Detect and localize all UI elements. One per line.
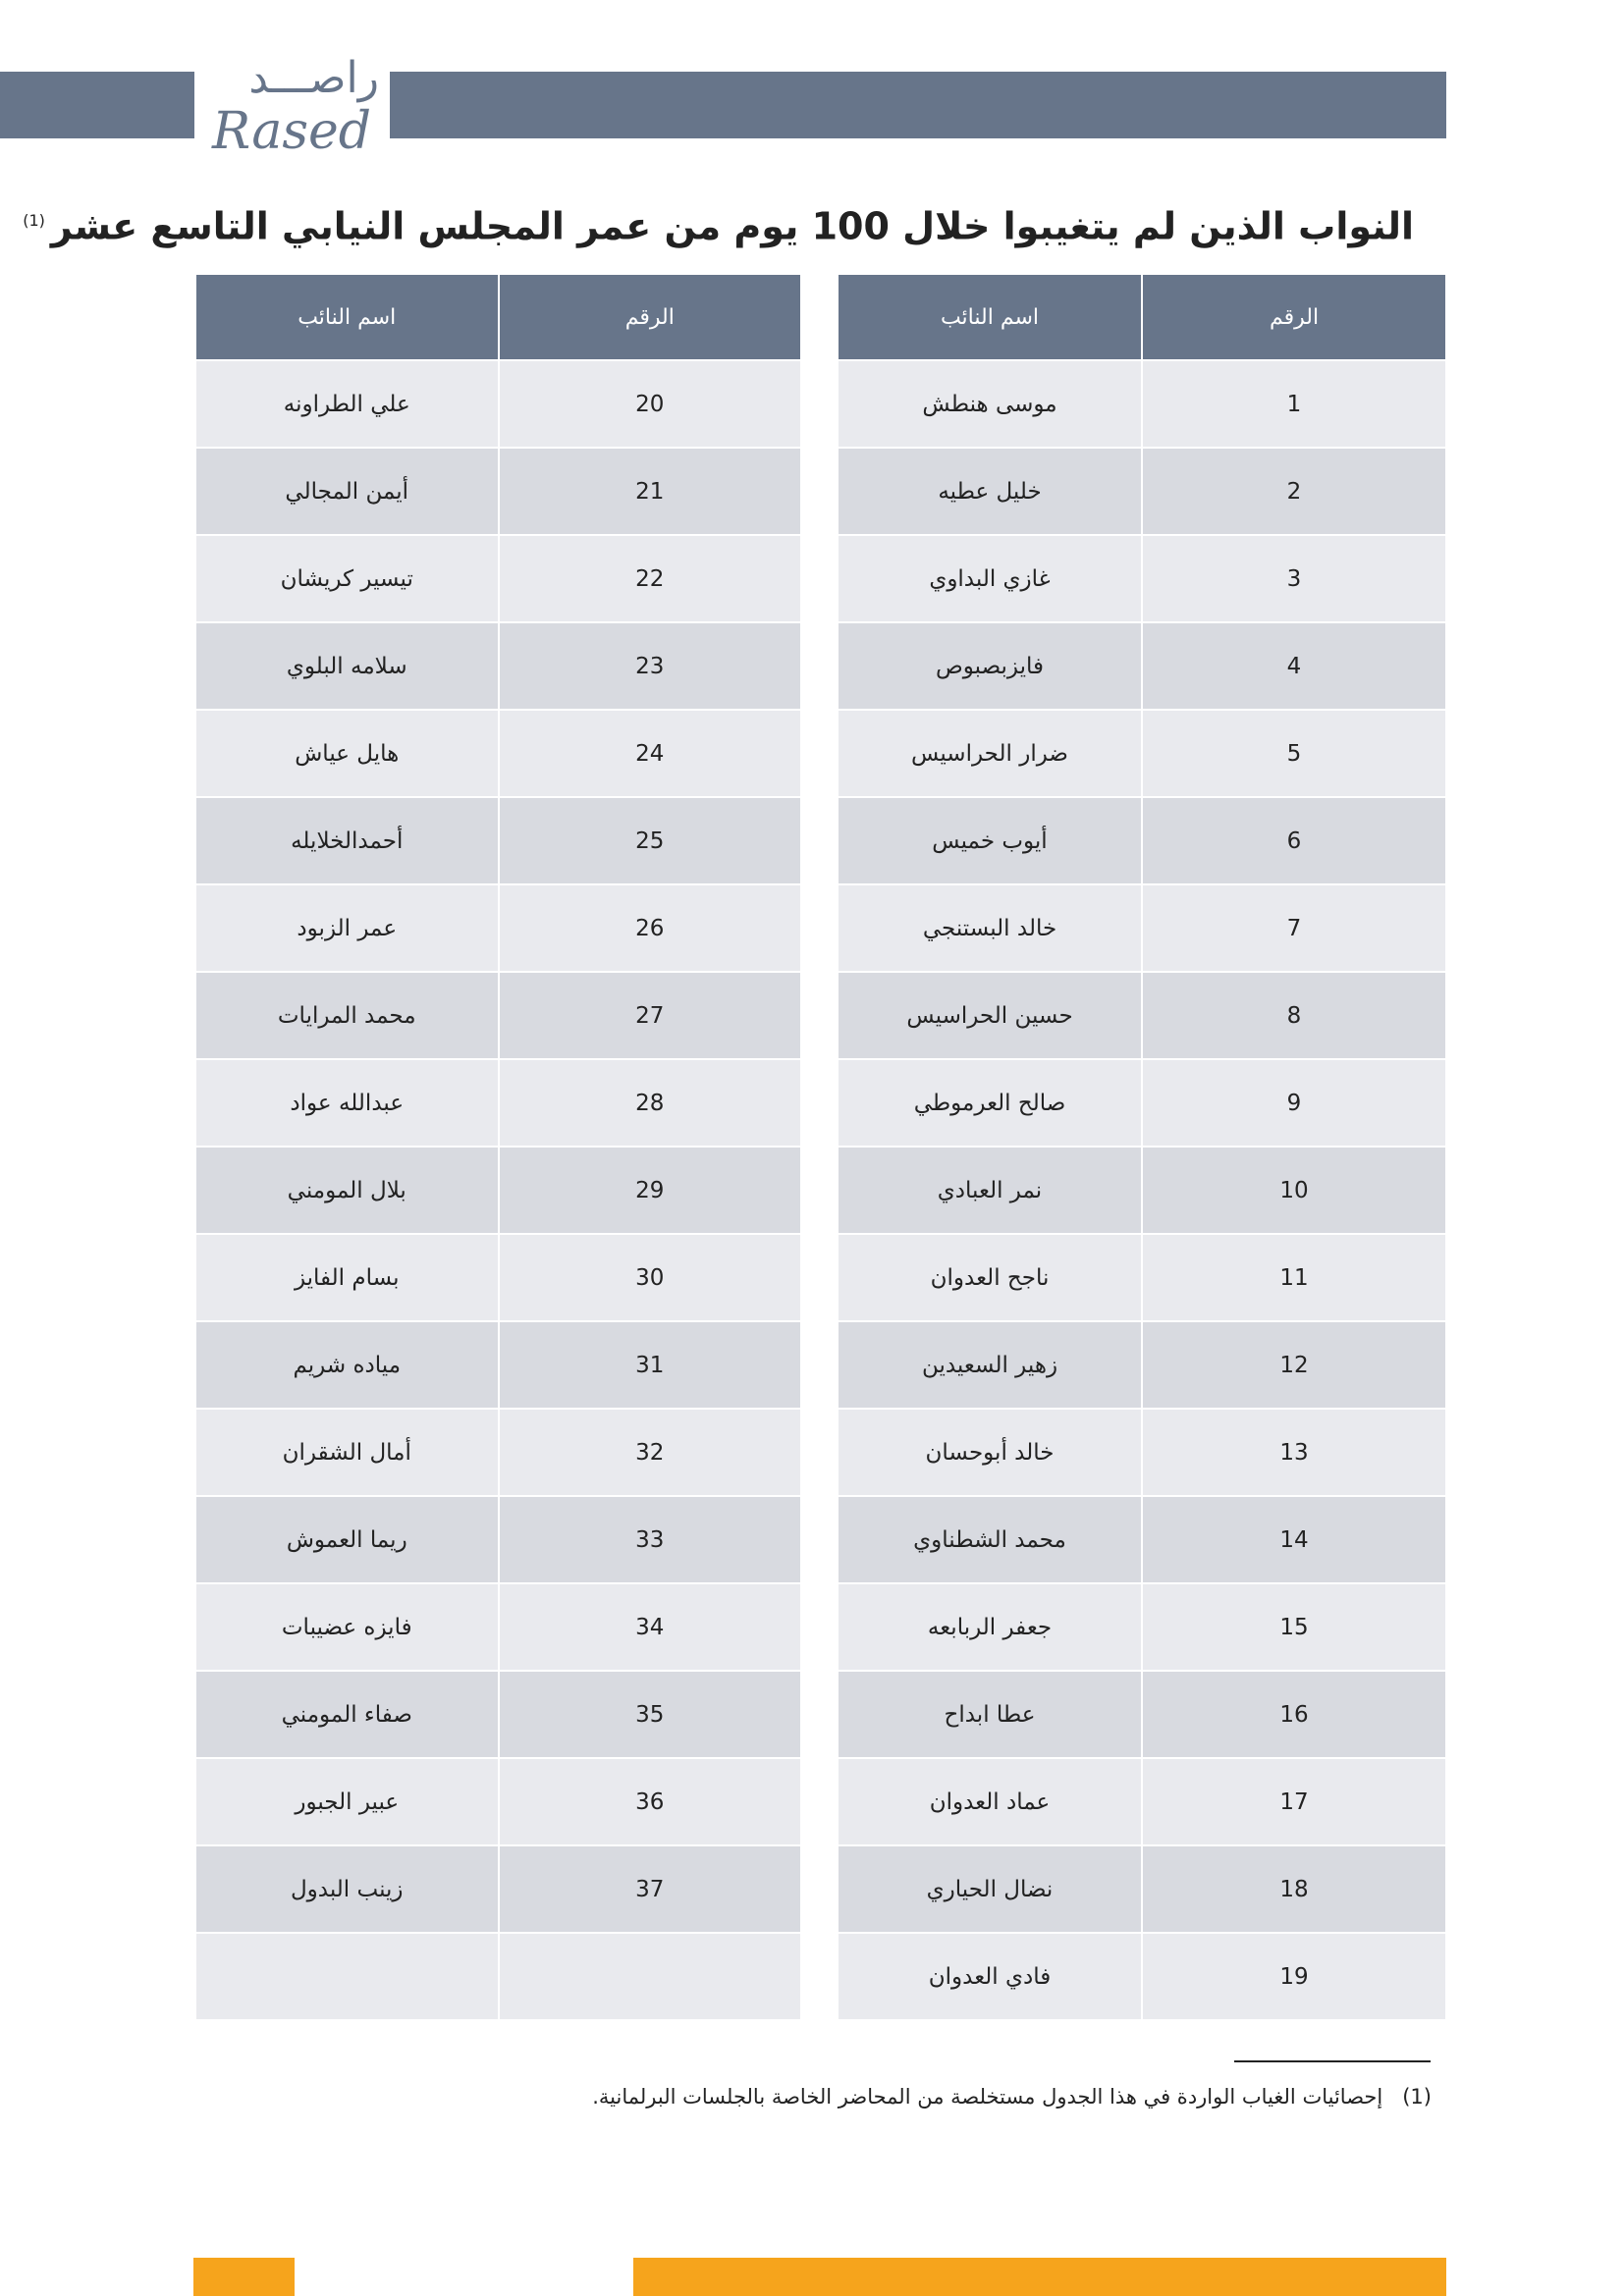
cell-deputy-name: صفاء المومني <box>194 1672 498 1759</box>
cell-number: 27 <box>498 973 801 1060</box>
cell-deputy-name: ضرار الحراسيس <box>837 711 1141 798</box>
header-number: الرقم <box>498 275 801 361</box>
logo-english-text: Rased <box>212 102 372 161</box>
cell-deputy-name <box>194 1934 498 2021</box>
cell-number: 16 <box>1141 1672 1445 1759</box>
cell-deputy-name: أيمن المجالي <box>194 449 498 536</box>
cell-number: 17 <box>1141 1759 1445 1846</box>
cell-deputy-name: خليل عطيه <box>837 449 1141 536</box>
page-title <box>23 187 1414 255</box>
cell-number: 4 <box>1141 623 1445 711</box>
table-row <box>194 1846 800 1934</box>
cell-deputy-name: خالد أبوحسان <box>837 1410 1141 1497</box>
cell-number: 5 <box>1141 711 1445 798</box>
table-row <box>837 361 1445 449</box>
cell-number: 10 <box>1141 1148 1445 1235</box>
cell-deputy-name: هايل عياش <box>194 711 498 798</box>
cell-number: 7 <box>1141 885 1445 973</box>
table-row <box>194 1934 800 2021</box>
footer-accent-right <box>633 2258 1446 2296</box>
cell-deputy-name: محمد المرايات <box>194 973 498 1060</box>
cell-deputy-name: أمال الشقران <box>194 1410 498 1497</box>
cell-number: 21 <box>498 449 801 536</box>
table-row <box>837 1497 1445 1584</box>
header-number: الرقم <box>1141 275 1445 361</box>
cell-deputy-name: ريما العموش <box>194 1497 498 1584</box>
table-row <box>837 798 1445 885</box>
table-row <box>837 1410 1445 1497</box>
cell-deputy-name: نمر العبادي <box>837 1148 1141 1235</box>
cell-number: 6 <box>1141 798 1445 885</box>
cell-number: 13 <box>1141 1410 1445 1497</box>
table-row <box>837 1846 1445 1934</box>
table-row <box>194 361 800 449</box>
table-row <box>837 1759 1445 1846</box>
table-header-row <box>194 275 800 361</box>
table-row <box>194 1322 800 1410</box>
cell-deputy-name: علي الطراونه <box>194 361 498 449</box>
page-title-text: النواب الذين لم يتغيبوا خلال 100 يوم من عمر المجلس النيابي التاسع عشر <box>50 204 1414 248</box>
cell-deputy-name: جعفر الربابعه <box>837 1584 1141 1672</box>
cell-number: 11 <box>1141 1235 1445 1322</box>
table-row <box>837 973 1445 1060</box>
cell-deputy-name: عطا ابداح <box>837 1672 1141 1759</box>
table-row <box>837 623 1445 711</box>
cell-deputy-name: حسين الحراسيس <box>837 973 1141 1060</box>
table-row <box>194 623 800 711</box>
cell-number <box>498 1934 801 2021</box>
rased-logo <box>204 51 383 161</box>
footnote-divider <box>1234 2060 1431 2062</box>
table-row <box>194 1148 800 1235</box>
header-name: اسم النائب <box>194 275 498 361</box>
footnote <box>393 2077 1432 2116</box>
header-bar-left <box>0 72 194 138</box>
table-row <box>194 1759 800 1846</box>
table-row <box>194 973 800 1060</box>
table-row <box>837 885 1445 973</box>
footnote-marker: (1) <box>1402 2085 1432 2109</box>
cell-deputy-name: غازي البداوي <box>837 536 1141 623</box>
cell-number: 33 <box>498 1497 801 1584</box>
cell-number: 20 <box>498 361 801 449</box>
cell-number: 29 <box>498 1148 801 1235</box>
header-name: اسم النائب <box>837 275 1141 361</box>
cell-number: 12 <box>1141 1322 1445 1410</box>
cell-number: 37 <box>498 1846 801 1934</box>
table-row <box>837 1060 1445 1148</box>
table-row <box>194 1497 800 1584</box>
cell-number: 25 <box>498 798 801 885</box>
cell-deputy-name: زينب البدول <box>194 1846 498 1934</box>
cell-number: 31 <box>498 1322 801 1410</box>
logo-arabic-text: راصـــد <box>248 53 379 103</box>
table-row <box>194 1235 800 1322</box>
table-header-row <box>837 275 1445 361</box>
cell-number: 2 <box>1141 449 1445 536</box>
title-footnote-ref: (1) <box>23 211 45 230</box>
cell-deputy-name: عبير الجبور <box>194 1759 498 1846</box>
cell-deputy-name: مياده شريم <box>194 1322 498 1410</box>
cell-deputy-name: عبدالله عواد <box>194 1060 498 1148</box>
cell-number: 36 <box>498 1759 801 1846</box>
cell-number: 23 <box>498 623 801 711</box>
cell-number: 3 <box>1141 536 1445 623</box>
table-row <box>194 798 800 885</box>
table-row <box>194 1060 800 1148</box>
cell-number: 22 <box>498 536 801 623</box>
cell-number: 30 <box>498 1235 801 1322</box>
cell-deputy-name: نضال الحياري <box>837 1846 1141 1934</box>
table-row <box>837 449 1445 536</box>
cell-number: 18 <box>1141 1846 1445 1934</box>
cell-number: 35 <box>498 1672 801 1759</box>
cell-number: 19 <box>1141 1934 1445 2021</box>
deputies-table-right <box>837 275 1445 2021</box>
cell-number: 1 <box>1141 361 1445 449</box>
cell-number: 32 <box>498 1410 801 1497</box>
cell-number: 9 <box>1141 1060 1445 1148</box>
cell-deputy-name: خالد البستنجي <box>837 885 1141 973</box>
cell-deputy-name: ناجح العدوان <box>837 1235 1141 1322</box>
cell-number: 26 <box>498 885 801 973</box>
cell-deputy-name: زهير السعيدين <box>837 1322 1141 1410</box>
cell-number: 28 <box>498 1060 801 1148</box>
cell-deputy-name: أحمدالخلايله <box>194 798 498 885</box>
cell-deputy-name: أيوب خميس <box>837 798 1141 885</box>
table-row <box>194 449 800 536</box>
table-row <box>837 1235 1445 1322</box>
cell-deputy-name: عمر الزبود <box>194 885 498 973</box>
table-row <box>837 711 1445 798</box>
cell-deputy-name: صالح العرموطي <box>837 1060 1141 1148</box>
table-row <box>837 1148 1445 1235</box>
cell-number: 8 <box>1141 973 1445 1060</box>
cell-number: 24 <box>498 711 801 798</box>
header-bar-right <box>390 72 1446 138</box>
table-row <box>194 536 800 623</box>
table-body-right <box>837 361 1445 2021</box>
cell-deputy-name: فايزه عضيبات <box>194 1584 498 1672</box>
cell-deputy-name: تيسير كريشان <box>194 536 498 623</box>
cell-deputy-name: بلال المومني <box>194 1148 498 1235</box>
table-row <box>194 1672 800 1759</box>
cell-deputy-name: بسام الفايز <box>194 1235 498 1322</box>
cell-deputy-name: محمد الشطناوي <box>837 1497 1141 1584</box>
table-body-left <box>194 361 800 2021</box>
table-row <box>194 1584 800 1672</box>
cell-deputy-name: فايزبصبوص <box>837 623 1141 711</box>
cell-number: 34 <box>498 1584 801 1672</box>
table-row <box>194 885 800 973</box>
table-row <box>194 1410 800 1497</box>
table-row <box>194 711 800 798</box>
deputies-table-left <box>194 275 800 2021</box>
table-row <box>837 536 1445 623</box>
cell-deputy-name: فادي العدوان <box>837 1934 1141 2021</box>
cell-deputy-name: سلامه البلوي <box>194 623 498 711</box>
cell-number: 15 <box>1141 1584 1445 1672</box>
cell-deputy-name: موسى هنطش <box>837 361 1141 449</box>
table-row <box>837 1322 1445 1410</box>
cell-deputy-name: عماد العدوان <box>837 1759 1141 1846</box>
table-row <box>837 1672 1445 1759</box>
table-row <box>837 1934 1445 2021</box>
cell-number: 14 <box>1141 1497 1445 1584</box>
table-row <box>837 1584 1445 1672</box>
footnote-text: إحصائيات الغياب الواردة في هذا الجدول مستخلصة من المحاضر الخاصة بالجلسات البرلمانية. <box>592 2085 1383 2109</box>
footer-accent-left <box>193 2258 295 2296</box>
